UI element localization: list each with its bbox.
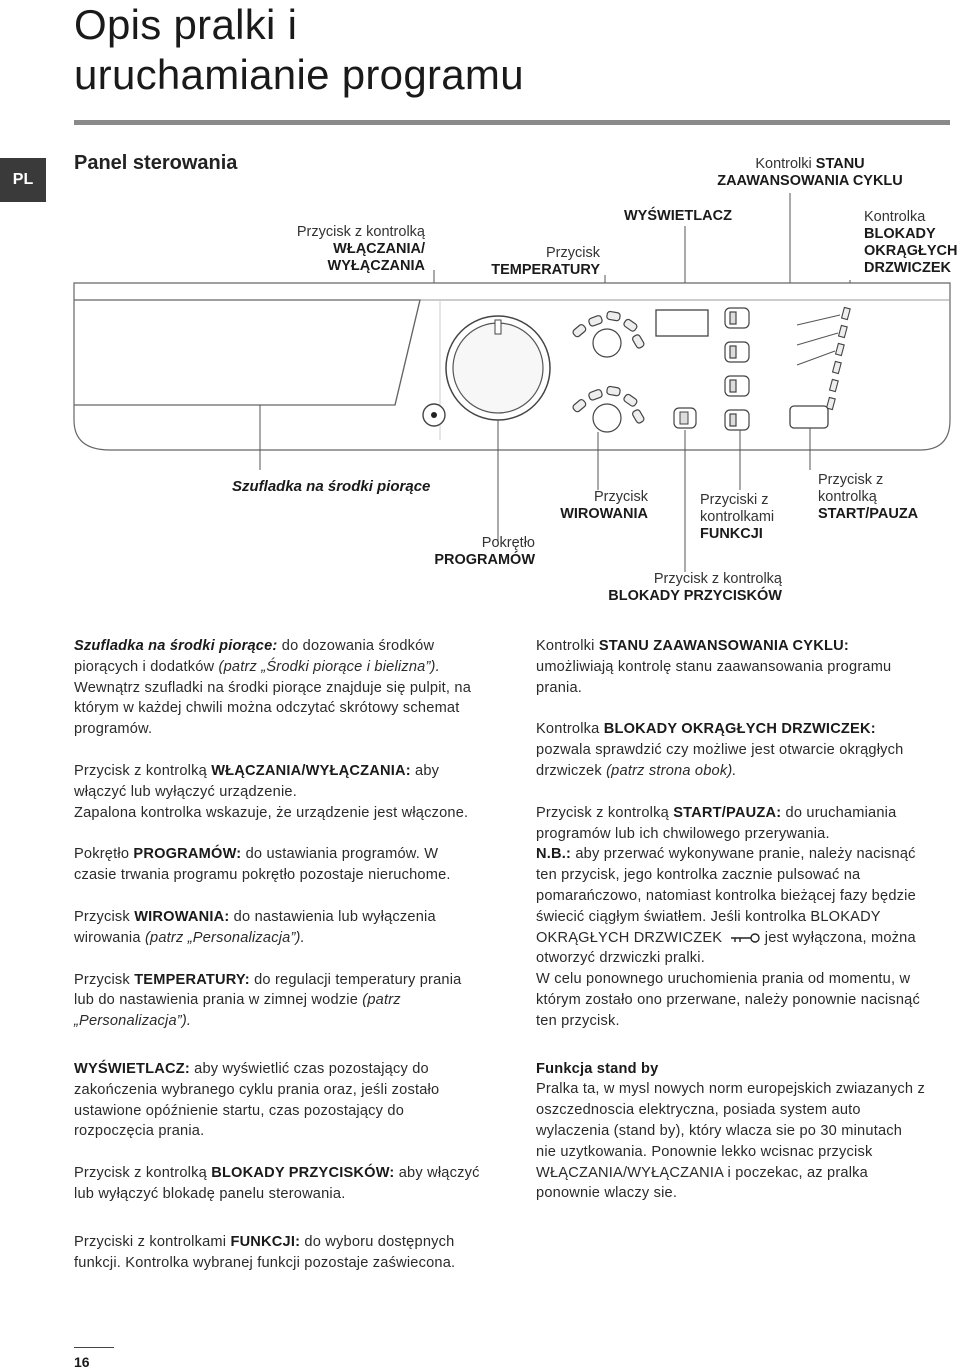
label-cycle-progress: Kontrolki STANU ZAAWANSOWANIA CYKLU xyxy=(717,156,903,189)
label-spin-button: Przycisk WIROWANIA xyxy=(560,489,648,522)
para-spin: Przycisk WIROWANIA: do nastawienia lub wyłączenia wirowania (patrz „Personalizacja”). xyxy=(74,908,436,946)
para-door-lock: Kontrolka BLOKADY OKRĄGŁYCH DRZWICZEK: pozwala sprawdzić czy możliwe jest otwarcie okrągłych drzwiczek (patrz strona obok). xyxy=(536,721,904,779)
key-icon xyxy=(727,932,761,944)
para-temperature: Przycisk TEMPERATURY: do regulacji temperatury prania lub do nastawienia prania w zimnej wodzie (patrz „Personalizacja”). xyxy=(74,971,462,1030)
page-number-rule xyxy=(74,1347,114,1348)
para-standby: Funkcja stand by Pralka ta, w mysl nowych norm europejskich zwiazanych z oszczednoscia elektryczna, posiada system auto wylaczenia (stand by), który wlacza sie po 30 minutach nie uzytkowania. Ponownie lekko wcisnac przycisk WŁĄCZANIA/WYŁĄCZANIA i poczekac, az pralka ponownie wlaczy sie. xyxy=(536,1060,925,1202)
label-function-buttons: Przyciski z kontrolkami FUNKCJI xyxy=(700,492,775,542)
label-door-lock: Kontrolka BLOKADY OKRĄGŁYCH DRZWICZEK xyxy=(864,209,958,276)
para-program-knob: Pokrętło PROGRAMÓW: do ustawiania programów. W czasie trwania programu pokrętło pozostaje nieruchome. xyxy=(74,846,451,884)
section-title: Panel sterowania xyxy=(74,152,238,174)
page-title-line1: Opis pralki i xyxy=(74,1,298,48)
label-detergent-drawer: Szufladka na środki piorące xyxy=(232,478,431,495)
para-start-pause: Przycisk z kontrolką START/PAUZA: do uruchamiania programów lub ich chwilowego przerywania. N.B.: aby przerwać wykonywane pranie, należy nacisnąć ten przycisk, jego kontrolka zacznie pulsować na pomarańczowo, natomiast kontrolka bieżącej fazy będzie świecić ciągłym światłem. Jeśli kontrolka BLOKADY OKRĄGŁYCH DRZWICZEK jest wyłączona, można otworzyć drzwiczki pralki. W celu ponownego uruchomienia prania od momentu, w którym zostało ono przerwane, należy ponownie nacisnąć ten przycisk. xyxy=(536,804,920,1029)
label-temperature-button: Przycisk TEMPERATURY xyxy=(491,245,600,278)
page-number: 16 xyxy=(74,1354,90,1370)
para-functions: Przyciski z kontrolkami FUNKCJI: do wyboru dostępnych funkcji. Kontrolka wybranej funkcji pozostaje zaświecona. xyxy=(74,1233,456,1271)
control-panel-diagram xyxy=(0,0,960,620)
para-cycle-progress: Kontrolki STANU ZAAWANSOWANIA CYKLU: umożliwiają kontrolę stanu zaawansowania programu prania. xyxy=(536,638,892,696)
para-drawer: Szufladka na środki piorące: do dozowania środków piorących i dodatków (patrz „Środki piorące i bielizna”). Wewnątrz szufladki na środki piorące znajduje się pulpit, na którym w każdej chwili można odczytać skrótowy schemat programów. xyxy=(74,638,472,738)
page-title-line2: uruchamianie programu xyxy=(74,51,524,98)
right-column xyxy=(536,636,926,1225)
label-program-knob: Pokrętło PROGRAMÓW xyxy=(434,535,535,568)
display-window xyxy=(656,310,708,336)
program-knob[interactable] xyxy=(446,316,550,420)
para-display: WYŚWIETLACZ: aby wyświetlić czas pozostający do zakończenia wybranego cyklu prania oraz, jeśli zostało ustawione opóźnienie startu, czas pozostający do rozpoczęcia prania. xyxy=(74,1060,440,1140)
label-key-lock: Przycisk z kontrolką BLOKADY PRZYCISKÓW xyxy=(608,571,782,604)
left-column xyxy=(74,636,484,1294)
language-tab: PL xyxy=(0,158,46,202)
para-onoff: Przycisk z kontrolką WŁĄCZANIA/WYŁĄCZANIA: aby włączyć lub wyłączyć urządzenie. Zapalona kontrolka wskazuje, że urządzenie jest włączone. xyxy=(74,762,469,821)
para-key-lock: Przycisk z kontrolką BLOKADY PRZYCISKÓW: aby włączyć lub wyłączyć blokadę panelu sterowania. xyxy=(74,1165,480,1202)
label-onoff-button: Przycisk z kontrolką WŁĄCZANIA/ WYŁĄCZANIA xyxy=(296,224,425,274)
label-start-pause: Przycisk z kontrolką START/PAUZA xyxy=(818,472,919,522)
start-pause-button[interactable] xyxy=(790,406,828,428)
label-display: WYŚWIETLACZ xyxy=(624,208,732,224)
